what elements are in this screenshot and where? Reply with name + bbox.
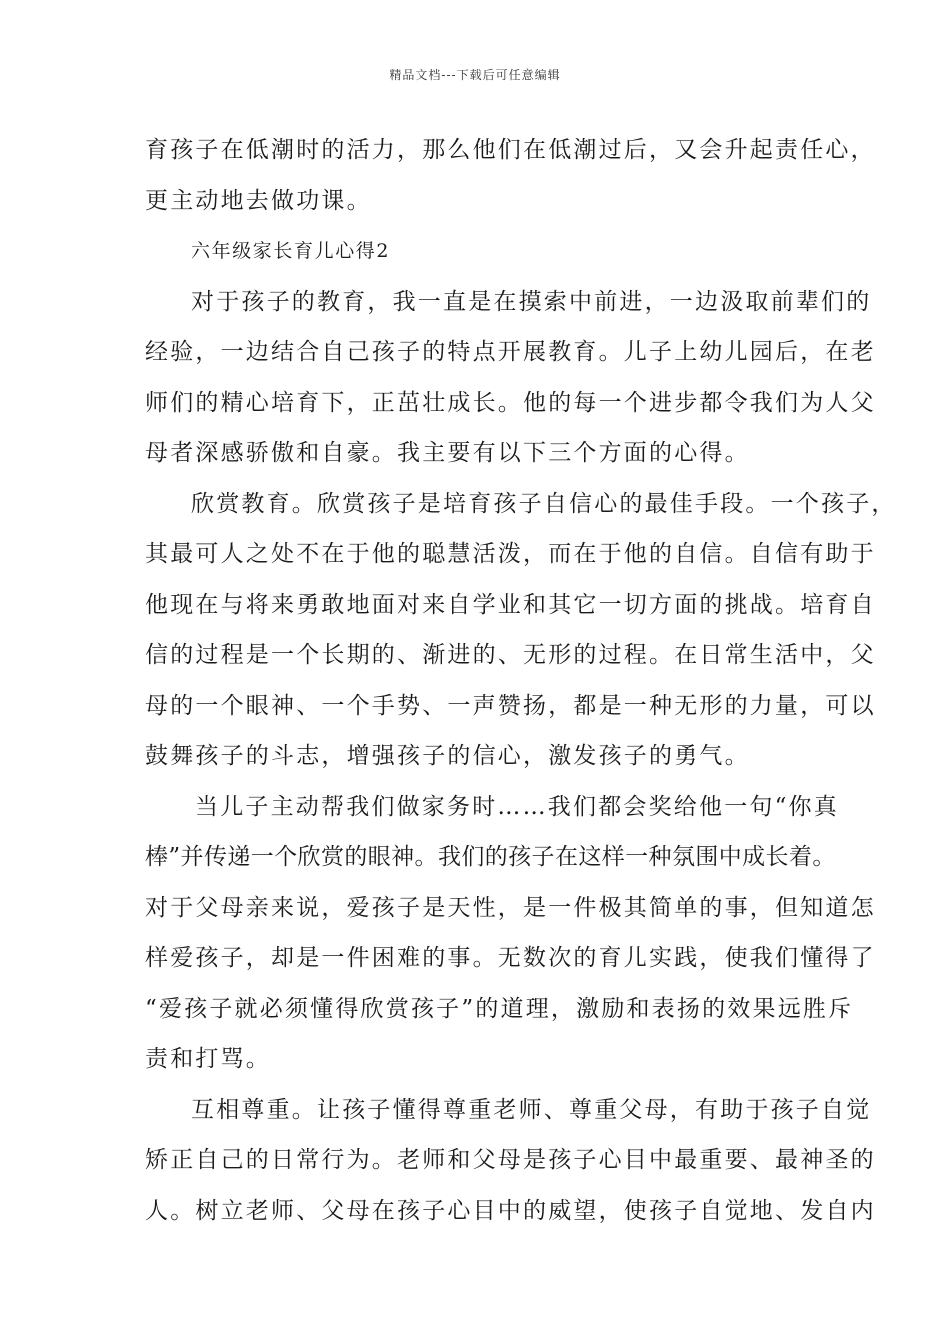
text-line: 矫正自己的日常行为。老师和父母是孩子心目中最重要、最神圣的 xyxy=(145,1147,876,1173)
text-line: 师们的精心培育下，正茁壮成长。他的每一个进步都令我们为人父 xyxy=(145,389,876,416)
body-text xyxy=(145,125,897,1236)
text-line: 责和打骂。 xyxy=(145,1046,271,1072)
text-line: 互相尊重。让孩子懂得尊重老师、尊重父母，有助于孩子自觉 xyxy=(191,1096,872,1123)
text-line: 母的一个眼神、一个手势、一声赞扬，都是一种无形的力量，可以 xyxy=(145,692,876,719)
text-line: 育孩子在低潮时的活力，那么他们在低潮过后，又会升起责任心， xyxy=(145,137,876,163)
text-line: 人。树立老师、父母在孩子心目中的威望，使孩子自觉地、发自内 xyxy=(145,1197,876,1224)
text-line: “爱孩子就必须懂得欣赏孩子”的道理，激励和表扬的效果远胜斥 xyxy=(145,995,854,1022)
text-line: 鼓舞孩子的斗志，增强孩子的信心，激发孩子的勇气。 xyxy=(145,743,750,769)
text-line: 棒”并传递一个欣赏的眼神。我们的孩子在这样一种氛围中成长着。 xyxy=(145,844,836,870)
text-line: 经验，一边结合自己孩子的特点开展教育。儿子上幼儿园后，在老 xyxy=(145,339,876,365)
section-heading: 六年级家长育儿心得2 xyxy=(191,240,391,262)
text-line: 更主动地去做功课。 xyxy=(145,187,372,214)
text-line: 信的过程是一个长期的、渐进的、无形的过程。在日常生活中，父 xyxy=(145,642,876,668)
text-line: 样爱孩子，却是一件困难的事。无数次的育儿实践，使我们懂得了 xyxy=(145,945,876,971)
text-line: 对于父母亲来说，爱孩子是天性，是一件极其简单的事，但知道怎 xyxy=(145,894,876,921)
text-line: 对于孩子的教育，我一直是在摸索中前进，一边汲取前辈们的 xyxy=(191,288,872,315)
text-line: 母者深感骄傲和自豪。我主要有以下三个方面的心得。 xyxy=(145,440,750,466)
page-header: 精品文档---下载后可任意编辑 xyxy=(389,68,561,82)
text-line: 其最可人之处不在于他的聪慧活泼，而在于他的自信。自信有助于 xyxy=(145,541,876,567)
text-line: 欣赏教育。欣赏孩子是培育孩子自信心的最佳手段。一个孩子， xyxy=(191,490,897,517)
text-line: 他现在与将来勇敢地面对来自学业和其它一切方面的挑战。培育自 xyxy=(145,591,876,618)
text-line: 当儿子主动帮我们做家务时……我们都会奖给他一句“你真 xyxy=(195,793,839,820)
